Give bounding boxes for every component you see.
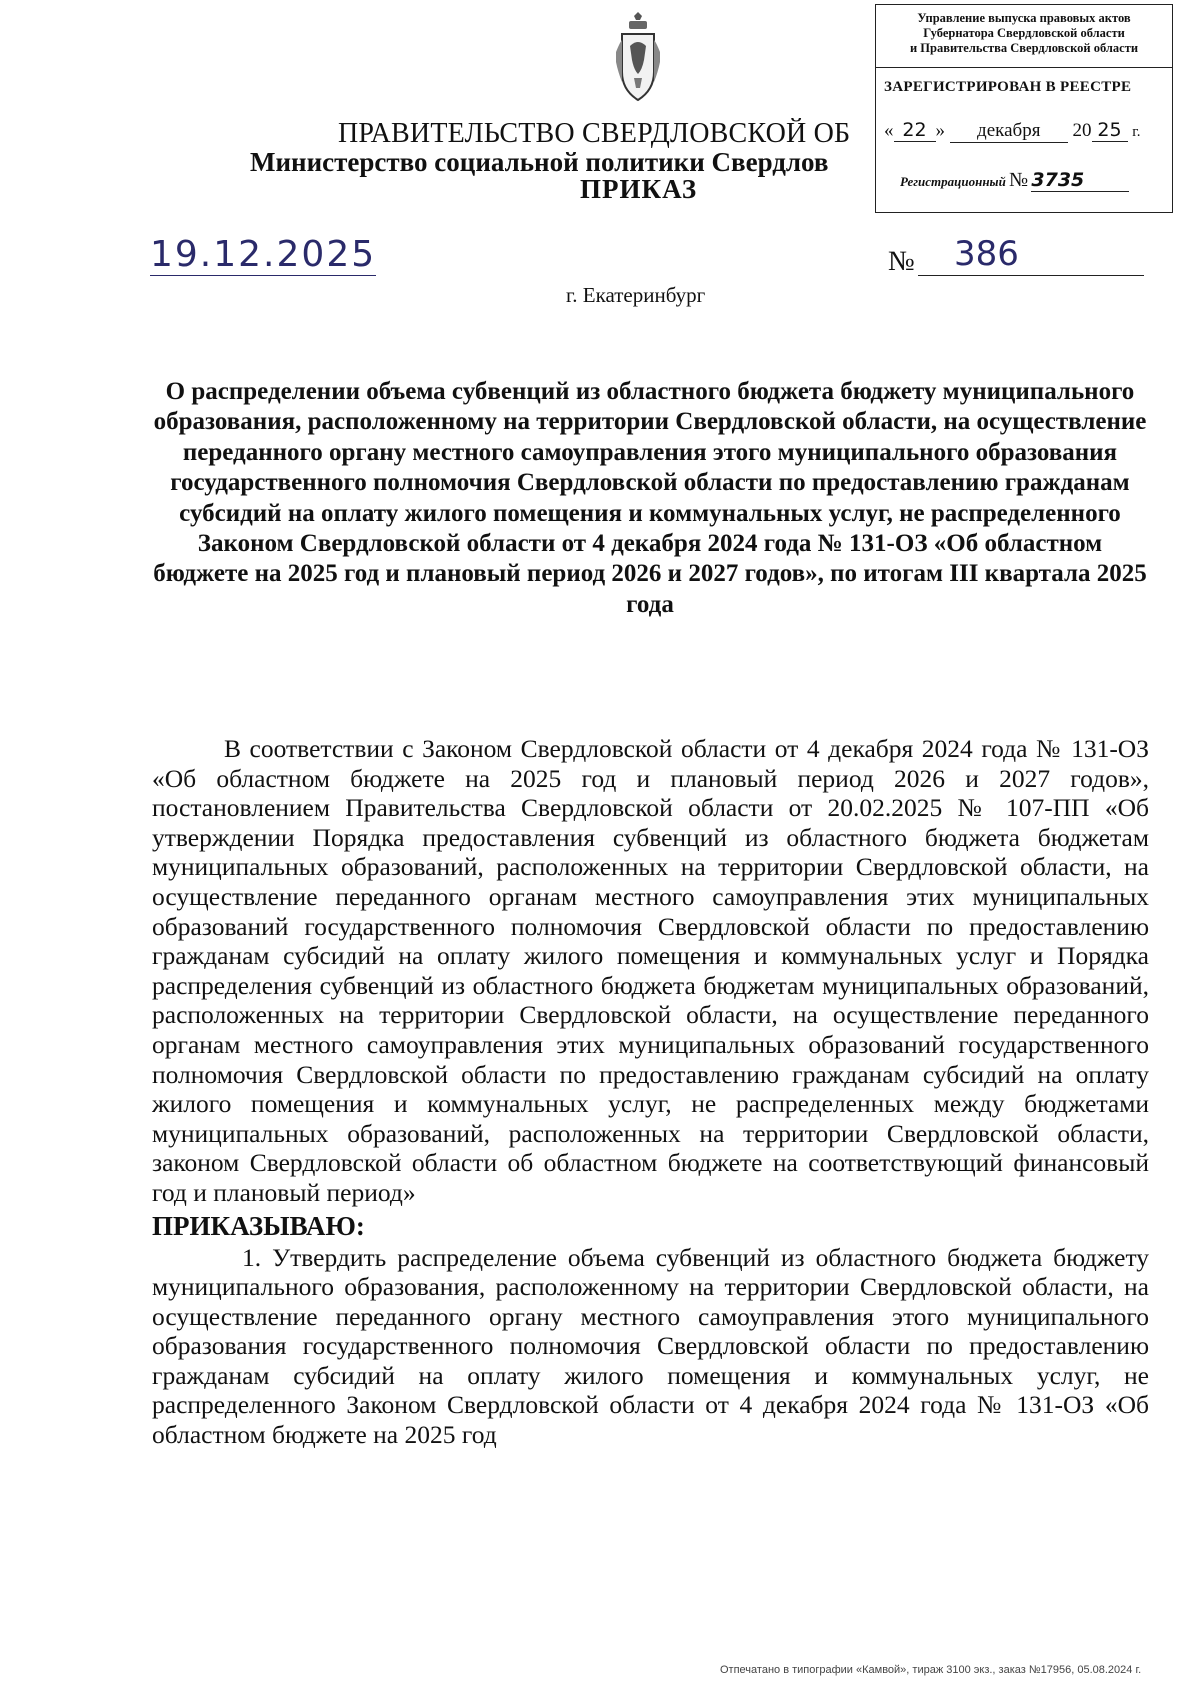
stamp-issuer-line: и Правительства Свердловской области — [909, 41, 1139, 55]
stamp-month: декабря — [950, 120, 1068, 143]
government-title: ПРАВИТЕЛЬСТВО СВЕРДЛОВСКОЙ ОБ — [338, 118, 851, 149]
stamp-year-suffix: 25 — [1092, 119, 1128, 142]
stamp-issuer-line: Губернатора Свердловской области — [923, 26, 1125, 40]
stamp-reg-number: 3735 — [1031, 169, 1129, 192]
document-type: ПРИКАЗ — [580, 174, 698, 204]
stamp-day: 22 — [894, 119, 936, 142]
document-title: О распределении объема субвенций из областного бюджета бюджету муниципального образования, расположенному на территории Свердловской области, на осуществление переданного органу местного самоуправления этого муниципального образования государственного полномочия Свердловской области по предоставлению гражданам субсидий на оплату жилого помещения и коммунальных услуг, не распределенного Законом Свердловской области от 4 декабря 2024 года № 131-ОЗ «Об областном бюджете на 2025 год и плановый период 2026 и 2027 годов», по итогам III квартала 2025 года — [153, 378, 1147, 618]
stamp-registration-number — [900, 169, 1129, 192]
stamp-issuer-line: Управление выпуска правовых актов — [917, 11, 1131, 25]
stamp-quote-close: » — [935, 120, 945, 141]
stamp-issuer — [876, 11, 1172, 56]
order-keyword: ПРИКАЗЫВАЮ: — [152, 1210, 365, 1241]
city: г. Екатеринбург — [566, 283, 706, 307]
registration-stamp — [875, 4, 1173, 213]
printing-footer: Отпечатано в типографии «Камвой», тираж 3100 экз., заказ №17956, 05.08.2024 г. — [720, 1664, 1142, 1676]
stamp-registration-date — [884, 119, 1140, 143]
order-number: 386 — [918, 233, 1144, 276]
stamp-divider — [876, 67, 1172, 68]
stamp-number-sign: № — [1009, 169, 1029, 191]
stamp-registered-label: ЗАРЕГИСТРИРОВАН В РЕЕСТРЕ — [884, 79, 1132, 95]
stamp-quote-open: « — [884, 120, 894, 141]
order-date: 19.12.2025 — [150, 234, 377, 275]
preamble-paragraph: В соответствии с Законом Свердловской области от 4 декабря 2024 года № 131-ОЗ «Об областном бюджете на 2025 год и плановый период 2026 и 2027 годов», постановлением Правительства Свердловской области от 20.02.2025 № 107-ПП «Об утверждении Порядка предоставления субвенций из областного бюджета бюджетам муниципальных образований, расположенных на территории Свердловской области, на осуществление переданного органам местного самоуправления этих муниципальных образований государственного полномочия Свердловской области по предоставлению гражданам субсидий на оплату жилого помещения и коммунальных услуг и Порядка распределения субвенций из областного бюджета бюджетам муниципальных образований, расположенных на территории Свердловской области, на осуществление переданного органам местного самоуправления этих муниципальных образований государственного полномочия Свердловской области по предоставлению гражданам субсидий на оплату жилого помещения и коммунальных услуг, не распределенных между бюджетами муниципальных образований, расположенных на территории Свердловской области, законом Свердловской области об областном бюджете на соответствующий финансовый год и плановый период» — [152, 734, 1149, 1207]
stamp-year-prefix: 20 — [1072, 120, 1092, 141]
stamp-year-mark: г. — [1132, 124, 1141, 140]
order-item-1: 1. Утвердить распределение объема субвенций из областного бюджета бюджету муниципального образования, расположенному на территории Свердловской области, на осуществление переданного органу местного самоуправления этого муниципального образования государственного полномочия Свердловской области по предоставлению гражданам субсидий на оплату жилого помещения и коммунальных услуг, не распределенного Законом Свердловской области от 4 декабря 2024 года № 131-ОЗ «Об областном бюджете на 2025 год — [152, 1242, 1149, 1450]
document-body — [152, 734, 1149, 1450]
coat-of-arms-icon — [612, 12, 664, 108]
ministry-name: Министерство социальной политики Свердлов — [250, 147, 829, 177]
stamp-reg-label: Регистрационный — [900, 174, 1006, 189]
order-number-sign: № — [888, 246, 915, 277]
